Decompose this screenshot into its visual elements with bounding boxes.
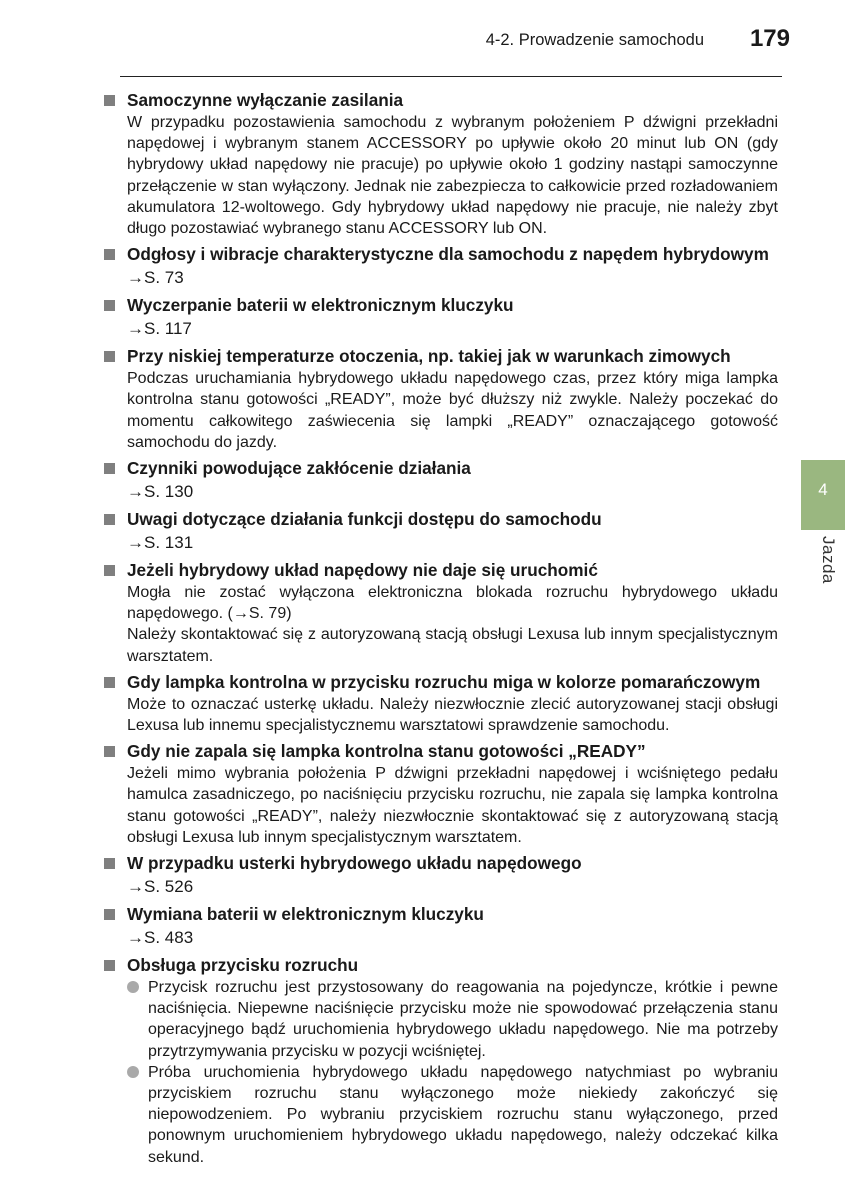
section-heading bbox=[102, 344, 778, 368]
square-bullet-icon bbox=[104, 746, 115, 757]
square-bullet-icon bbox=[104, 909, 115, 920]
page-content bbox=[102, 88, 778, 1171]
square-bullet-icon bbox=[104, 463, 115, 474]
bullet-list bbox=[127, 977, 778, 1168]
square-bullet-icon bbox=[104, 300, 115, 311]
section-auto-power-off bbox=[102, 88, 778, 239]
section-title: 4-2. Prowadzenie samochodu bbox=[485, 31, 704, 49]
section-heading bbox=[102, 242, 778, 266]
section-hybrid-noises bbox=[102, 242, 778, 290]
section-hybrid-wont-start bbox=[102, 558, 778, 667]
section-heading-text: Obsługa przycisku rozruchu bbox=[127, 955, 359, 976]
section-heading-text: Gdy nie zapala się lampka kontrolna stanu gotowości „READY” bbox=[127, 741, 646, 762]
square-bullet-icon bbox=[104, 858, 115, 869]
section-heading-text: Wymiana baterii w elektronicznym kluczyku bbox=[127, 904, 484, 925]
section-ready-not-lit bbox=[102, 739, 778, 848]
section-heading bbox=[102, 293, 778, 317]
square-bullet-icon bbox=[104, 677, 115, 688]
section-heading bbox=[102, 902, 778, 926]
section-heading-text: Gdy lampka kontrolna w przycisku rozruchu miga w kolorze pomarańczowym bbox=[127, 671, 761, 692]
page-reference: →S. 73 bbox=[127, 268, 184, 288]
section-heading bbox=[102, 558, 778, 582]
page-header bbox=[120, 24, 790, 77]
section-key-battery-replacement bbox=[102, 902, 778, 950]
section-heading bbox=[102, 739, 778, 763]
section-orange-indicator bbox=[102, 670, 778, 736]
section-entry-function-notes bbox=[102, 507, 778, 555]
section-heading-text: W przypadku usterki hybrydowego układu napędowego bbox=[127, 853, 582, 874]
list-item-text: Przycisk rozruchu jest przystosowany do reagowania na pojedyncze, krótkie i pewne naciśnięcia. Niepewne naciśnięcie przycisku może nie spowodować przełączenia stanu operacyjnego bądź uruchomienia hybrydowego układu napędowego. Nie ma potrzeby przytrzymywania przycisku w pozycji wciśniętej. bbox=[148, 979, 778, 1060]
page-reference: →S. 483 bbox=[127, 928, 194, 948]
list-item-text: Próba uruchomienia hybrydowego układu napędowego natychmiast po wybraniu przyciskiem rozruchu stanu wyłączonego może niekiedy zakończyć się niepowodzeniem. Po wybraniu przyciskiem rozruchu stanu wyłączonego, przed ponownym uruchomieniem hybrydowego układu napędowego, należy odczekać kilka sekund. bbox=[148, 1063, 778, 1166]
section-body-second: Należy skontaktować się z autoryzowaną stacją obsługi Lexusa lub innym specjalistycznym warsztatem. bbox=[127, 626, 778, 665]
section-body: Podczas uruchamiania hybrydowego układu napędowego czas, przez który miga lampka kontrolna stanu gotowości „READY”, może być dłuższy niż zwykle. Należy poczekać do momentu całkowitego zaświecenia się lampki „READY” oznaczającego gotowość samochodu do jazdy. bbox=[127, 370, 778, 451]
square-bullet-icon bbox=[104, 351, 115, 362]
square-bullet-icon bbox=[104, 514, 115, 525]
square-bullet-icon bbox=[104, 565, 115, 576]
section-start-button-operation bbox=[102, 953, 778, 1168]
section-body: Może to oznaczać usterkę układu. Należy niezwłocznie zlecić autoryzowanej stacji obsługi Lexusa lub innemu specjalistycznemu warsztatowi sprawdzenie samochodu. bbox=[127, 695, 778, 735]
section-body: W przypadku pozostawienia samochodu z wybranym położeniem P dźwigni przekładni napędowej i wybranym stanem ACCESSORY po upływie około 20 minut lub ON (gdy hybrydowy układ napędowy nie pracuje) po upływie około 1 godziny nastąpi samoczynne przełączenie w stan wyłączony. Jednak nie zabezpiecza to całkowicie przed rozładowaniem akumulatora 12-woltowego. Gdy hybrydowy układ napędowy nie pracuje, nie należy zbyt długo pozostawiać wybranego stanu ACCESSORY lub ON. bbox=[127, 114, 778, 238]
chapter-number: 4 bbox=[818, 480, 828, 499]
section-heading bbox=[102, 670, 778, 694]
section-heading bbox=[102, 953, 778, 977]
section-heading-text: Samoczynne wyłączanie zasilania bbox=[127, 90, 404, 110]
circle-bullet-icon bbox=[127, 1066, 139, 1078]
section-heading-text: Odgłosy i wibracje charakterystyczne dla samochodu z napędem hybrydowym bbox=[127, 244, 769, 265]
page-reference: →S. 130 bbox=[127, 482, 194, 502]
list-item bbox=[127, 1062, 778, 1168]
page-reference: →S. 117 bbox=[127, 319, 192, 339]
page-number: 179 bbox=[749, 25, 790, 52]
chapter-label: Jazda bbox=[819, 536, 838, 584]
section-heading-text: Przy niskiej temperaturze otoczenia, np. takiej jak w warunkach zimowych bbox=[127, 346, 731, 367]
section-interference-factors bbox=[102, 456, 778, 504]
section-heading bbox=[102, 456, 778, 480]
section-body: Jeżeli mimo wybrania położenia P dźwigni przekładni napędowej i wciśniętego pedału hamulca zasadniczego, po naciśnięciu przycisku rozruchu, nie zapala się lampka kontrolna stanu gotowości „READY”, należy niezwłocznie skontaktować się z autoryzowaną stacją obsługi Lexusa lub innym specjalistycznym warsztatem. bbox=[127, 765, 778, 846]
page-reference: →S. 526 bbox=[127, 877, 194, 897]
chapter-tab bbox=[801, 460, 845, 530]
square-bullet-icon bbox=[104, 249, 115, 260]
square-bullet-icon bbox=[104, 960, 115, 971]
page-reference: →S. 131 bbox=[127, 533, 194, 553]
section-heading bbox=[102, 507, 778, 531]
section-hybrid-malfunction bbox=[102, 851, 778, 899]
section-heading bbox=[102, 88, 778, 112]
section-key-battery-depleted bbox=[102, 293, 778, 341]
circle-bullet-icon bbox=[127, 981, 139, 993]
list-item bbox=[127, 977, 778, 1062]
section-heading-text: Czynniki powodujące zakłócenie działania bbox=[127, 458, 471, 479]
section-body: Mogła nie zostać wyłączona elektroniczna blokada rozruchu hybrydowego układu napędowego. (→S. 79) bbox=[127, 584, 778, 623]
section-heading-text: Uwagi dotyczące działania funkcji dostępu do samochodu bbox=[127, 509, 602, 530]
section-low-temperature bbox=[102, 344, 778, 453]
section-heading-text: Jeżeli hybrydowy układ napędowy nie daje się uruchomić bbox=[127, 560, 598, 581]
section-heading-text: Wyczerpanie baterii w elektronicznym kluczyku bbox=[127, 295, 514, 316]
section-heading bbox=[102, 851, 778, 875]
square-bullet-icon bbox=[104, 95, 115, 106]
